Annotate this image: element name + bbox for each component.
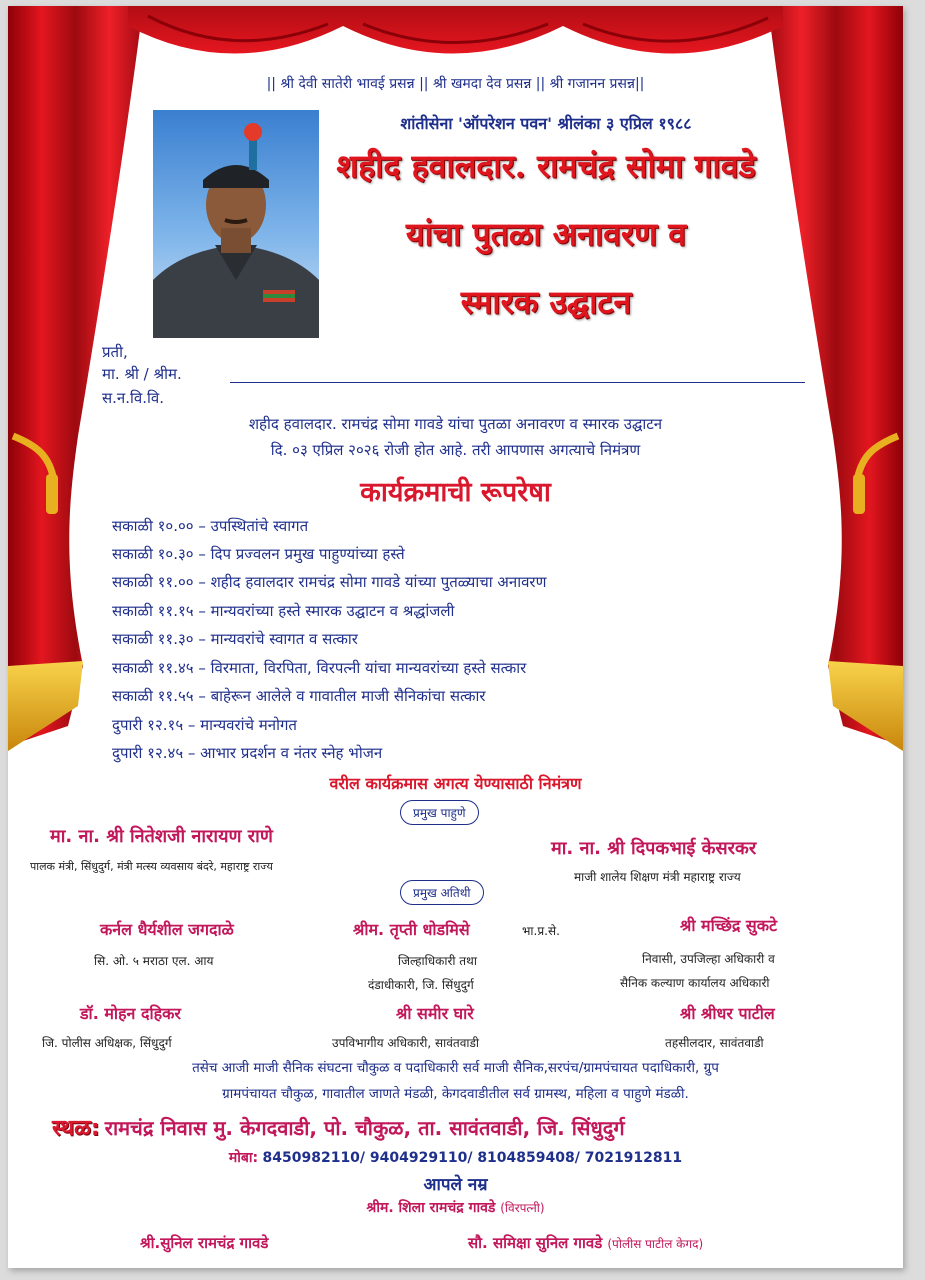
blessing-line: || श्री देवी सातेरी भावई प्रसन्न || श्री खमदा देव प्रसन्न || श्री गजानन प्रसन्न|| [266, 76, 645, 92]
special-guest-suffix: भा.प्र.से. [522, 924, 560, 938]
special-guest-name: श्री श्रीधर पाटील [680, 1004, 775, 1023]
title-line-2: यांचा पुतळा अनावरण व [405, 215, 687, 253]
special-guest-label: प्रमुख अतिथी [400, 880, 484, 905]
left-curtain [8, 6, 148, 766]
special-guest-name: श्री मच्छिंद्र सुकटे [680, 916, 778, 935]
also-invited-line-1: तसेच आजी माजी सैनिक संघटना चौकुळ व पदाधिकारी सर्व माजी सैनिक,सरपंच/ग्रामपंचायत पदाधिकारी, ग्रुप [192, 1060, 719, 1076]
venue-text: रामचंद्र निवास मु. केगदवाडी, पो. चौकुळ, ता. सावंतवाडी, जि. सिंधुदुर्ग [104, 1116, 625, 1140]
schedule-item: सकाळी ११.४५ – विरमाता, विरपिता, विरपत्नी यांचा मान्यवरांच्या हस्ते सत्कार [112, 659, 527, 677]
special-guest-desc: जि. पोलीस अधिक्षक, सिंधुदुर्ग [42, 1036, 172, 1050]
mobile-label: मोबा: [228, 1150, 259, 1166]
special-guest-desc: निवासी, उपजिल्हा अधिकारी व [642, 952, 775, 966]
right-curtain [763, 6, 903, 766]
host-main-name: श्रीम. शिला रामचंद्र गावडे [366, 1200, 496, 1216]
host-left: श्री.सुनिल रामचंद्र गावडे [140, 1234, 269, 1252]
special-guest-name: कर्नल धैर्यशील जगदाळे [100, 920, 234, 939]
curtain-valance [8, 6, 903, 74]
venue-line [52, 1112, 882, 1142]
intro-line-1: शहीद हवालदार. रामचंद्र सोमा गावडे यांचा पुतळा अनावरण व स्मारक उद्घाटन [248, 415, 663, 433]
chief-guest-name: मा. ना. श्री दिपकभाई केसरकर [551, 838, 757, 859]
soldier-portrait-icon [153, 110, 319, 338]
special-guest-desc: उपविभागीय अधिकारी, सावंतवाडी [332, 1036, 480, 1050]
invite-line: वरील कार्यक्रमास अगत्य येण्यासाठी निमंत्रण [329, 774, 582, 793]
address-name-line[interactable] [230, 382, 805, 383]
mobile-numbers: 8450982110/ 9404929110/ 8104859408/ 7021912811 [262, 1150, 683, 1166]
address-prati: प्रती, [102, 343, 128, 361]
chief-guest-name: मा. ना. श्री नितेशजी नारायण राणे [50, 826, 273, 847]
special-guest-name: श्री समीर घारे [396, 1004, 474, 1023]
schedule-item: सकाळी ११.१५ – मान्यवरांच्या हस्ते स्मारक उद्घाटन व श्रद्धांजली [112, 602, 455, 620]
special-guest-desc: तहसीलदार, सावंतवाडी [665, 1036, 764, 1050]
schedule-item: सकाळी १०.०० – उपस्थितांचे स्वागत [112, 517, 309, 535]
special-guest-desc: दंडाधीकारी, जि. सिंधुदुर्ग [368, 978, 474, 992]
schedule-item: सकाळी ११.५५ – बाहेरून आलेले व गावातील माजी सैनिकांचा सत्कार [112, 687, 486, 705]
schedule-item: सकाळी ११.०० – शहीद हवालदार रामचंद्र सोमा गावडे यांच्या पुतळ्याचा अनावरण [112, 573, 547, 591]
host-right-name: सौ. समिक्षा सुनिल गावडे [468, 1234, 603, 1252]
special-guest-name: श्रीम. तृप्ती धोडमिसे [353, 920, 470, 939]
special-guest-desc: सि. ओ. ५ मराठा एल. आय [94, 954, 214, 968]
chief-guest-label: प्रमुख पाहुणे [400, 800, 479, 825]
host-main [208, 1198, 703, 1217]
special-guest-name: डॉ. मोहन दहिकर [80, 1004, 181, 1023]
host-right-suffix: (पोलीस पाटील केगद) [607, 1237, 704, 1251]
schedule-item: सकाळी ११.३० – मान्यवरांचे स्वागत व सत्कार [112, 630, 358, 648]
chief-guest-desc: पालक मंत्री, सिंधुदुर्ग, मंत्री मत्स्य व्यवसाय बंदरे, महाराष्ट्र राज्य [30, 860, 273, 873]
special-guest-desc: जिल्हाधिकारी तथा [398, 954, 477, 968]
chief-guest-desc: माजी शालेय शिक्षण मंत्री महाराष्ट्र राज्य [574, 870, 741, 884]
schedule-item: सकाळी १०.३० – दिप प्रज्वलन प्रमुख पाहुण्यांच्या हस्ते [112, 545, 405, 563]
invitation-card [8, 6, 903, 1268]
intro-line-2: दि. ०३ एप्रिल २०२६ रोजी होत आहे. तरी आपणास अगत्याचे निमंत्रण [270, 441, 641, 459]
special-guest-desc: सैनिक कल्याण कार्यालय अधिकारी [620, 976, 770, 990]
schedule-item: दुपारी १२.१५ – मान्यवरांचे मनोगत [112, 716, 297, 734]
host-main-suffix: (विरपत्नी) [500, 1201, 545, 1215]
host-right [468, 1233, 703, 1253]
address-salutation: स.न.वि.वि. [102, 389, 164, 407]
operation-line: शांतीसेना 'ऑपरेशन पवन' श्रीलंका ३ एप्रिल १९८८ [400, 114, 692, 133]
schedule-item: दुपारी १२.४५ – आभार प्रदर्शन व नंतर स्नेह भोजन [112, 744, 383, 762]
soldier-photo [153, 110, 319, 338]
schedule-heading: कार्यक्रमाची रूपरेषा [360, 477, 551, 508]
humble-line: आपले नम्र [423, 1175, 488, 1195]
title-line-1: शहीद हवालदार. रामचंद्र सोमा गावडे [336, 147, 756, 185]
mobile-line [108, 1148, 803, 1167]
address-name-label: मा. श्री / श्रीम. [102, 365, 182, 383]
venue-label: स्थळ: [52, 1116, 100, 1141]
also-invited-line-2: ग्रामपंचायत चौकुळ, गावातील जाणते मंडळी, केगदवाडीतील सर्व ग्रामस्थ, महिला व पाहुणे मंडळी. [222, 1086, 689, 1102]
title-line-3: स्मारक उद्घाटन [460, 283, 632, 321]
